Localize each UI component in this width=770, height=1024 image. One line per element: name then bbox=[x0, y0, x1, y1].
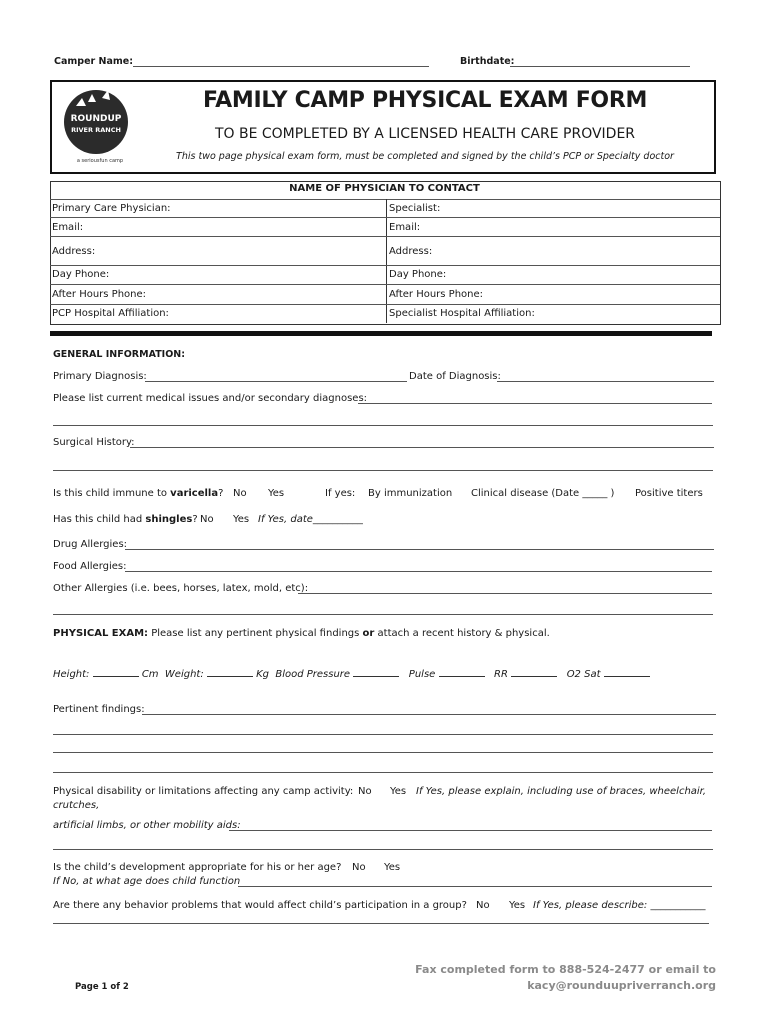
drug-allergies-label: Drug Allergies: bbox=[53, 539, 128, 550]
logo-line1: ROUNDUP bbox=[70, 114, 122, 124]
shingles-q-prefix: Has this child had bbox=[53, 514, 146, 525]
development-question: Is the child’s development appropriate for his or her age? bbox=[53, 862, 342, 873]
birthdate-label: Birthdate: bbox=[460, 56, 515, 67]
date-of-diagnosis-label: Date of Diagnosis: bbox=[409, 371, 501, 382]
pcp-address-cell[interactable]: Address: bbox=[52, 246, 96, 257]
medical-issues-field-2[interactable] bbox=[53, 425, 713, 426]
instruction-b: attach a recent history & physical. bbox=[374, 628, 550, 639]
food-allergies-label: Food Allergies: bbox=[53, 561, 127, 572]
shingles-word: shingles bbox=[145, 514, 193, 525]
pcp-after-hours-cell[interactable]: After Hours Phone: bbox=[52, 289, 147, 300]
if-no-function-label: If No, at what age does child function bbox=[53, 876, 241, 887]
section-divider bbox=[50, 331, 712, 336]
medical-issues-label: Please list current medical issues and/or secondary diagnoses: bbox=[53, 393, 368, 404]
birthdate-field[interactable] bbox=[510, 66, 690, 67]
disability-no-option[interactable]: No bbox=[358, 786, 372, 797]
behavior-describe-field-2[interactable] bbox=[53, 923, 709, 924]
physical-exam-heading: PHYSICAL EXAM: bbox=[53, 628, 149, 639]
other-allergies-field[interactable] bbox=[298, 593, 712, 594]
drug-allergies-field[interactable] bbox=[125, 549, 714, 550]
rr-label: RR bbox=[494, 669, 508, 680]
food-allergies-field[interactable] bbox=[125, 571, 712, 572]
logo-tagline: a seriousfun camp bbox=[76, 158, 124, 164]
by-immunization-option[interactable]: By immunization bbox=[368, 488, 453, 499]
disability-explain: If Yes, please explain, including use of braces, wheelchair, bbox=[416, 786, 707, 797]
page-number: Page 1 of 2 bbox=[75, 982, 129, 992]
height-label: Height: bbox=[53, 669, 90, 680]
surgical-history-field-2[interactable] bbox=[53, 470, 713, 471]
mobility-aids-field[interactable] bbox=[229, 830, 712, 831]
specialist-address-cell[interactable]: Address: bbox=[389, 246, 433, 257]
o2-sat-field[interactable] bbox=[604, 666, 650, 677]
camper-name-label: Camper Name: bbox=[54, 56, 134, 67]
varicella-if-yes-label: If yes: bbox=[325, 488, 356, 499]
specialist-email-cell[interactable]: Email: bbox=[389, 222, 421, 233]
pertinent-findings-field-4[interactable] bbox=[53, 772, 713, 773]
cm-label: Cm bbox=[141, 669, 159, 680]
weight-label: Weight: bbox=[164, 669, 204, 680]
general-info-heading: GENERAL INFORMATION: bbox=[53, 349, 186, 360]
surgical-history-label: Surgical History: bbox=[53, 437, 135, 448]
logo-line2: RIVER RANCH bbox=[71, 126, 121, 134]
clinical-disease-option[interactable]: Clinical disease (Date _____ ) bbox=[471, 488, 615, 499]
pcp-email-cell[interactable]: Email: bbox=[52, 222, 84, 233]
pcp-name-cell[interactable]: Primary Care Physician: bbox=[52, 203, 171, 214]
vitals-row bbox=[53, 666, 650, 680]
specialist-after-hours-cell[interactable]: After Hours Phone: bbox=[389, 289, 484, 300]
pcp-hospital-cell[interactable]: PCP Hospital Affiliation: bbox=[52, 308, 169, 319]
behavior-yes-option[interactable]: Yes bbox=[509, 900, 526, 911]
pertinent-findings-field[interactable] bbox=[142, 714, 716, 715]
mobility-aids-field-2[interactable] bbox=[53, 849, 713, 850]
shingles-q-suffix: ? bbox=[192, 514, 198, 525]
varicella-question bbox=[53, 488, 223, 499]
other-allergies-label: Other Allergies (i.e. bees, horses, latex, mold, etc): bbox=[53, 583, 309, 594]
form-subtitle: TO BE COMPLETED BY A LICENSED HEALTH CARE PROVIDER bbox=[214, 126, 636, 142]
instruction-a: Please list any pertinent physical findings bbox=[148, 628, 363, 639]
disability-question: Physical disability or limitations affecting any camp activity: bbox=[53, 786, 354, 797]
pertinent-findings-label: Pertinent findings: bbox=[53, 704, 145, 715]
weight-field[interactable] bbox=[207, 666, 253, 677]
behavior-question: Are there any behavior problems that would affect child’s participation in a group? bbox=[53, 900, 467, 911]
shingles-yes-option[interactable]: Yes bbox=[233, 514, 250, 525]
pertinent-findings-field-3[interactable] bbox=[53, 752, 713, 753]
other-allergies-field-2[interactable] bbox=[53, 614, 713, 615]
varicella-q-prefix: Is this child immune to bbox=[53, 488, 171, 499]
instruction-or: or bbox=[362, 628, 375, 639]
shingles-date-field[interactable]: If Yes, date__________ bbox=[258, 514, 363, 525]
primary-diagnosis-field[interactable] bbox=[145, 381, 407, 382]
disability-crutches: crutches, bbox=[53, 800, 100, 811]
behavior-no-option[interactable]: No bbox=[476, 900, 490, 911]
form-title: FAMILY CAMP PHYSICAL EXAM FORM bbox=[202, 88, 648, 113]
surgical-history-field[interactable] bbox=[130, 447, 714, 448]
varicella-yes-option[interactable]: Yes bbox=[268, 488, 285, 499]
pcp-day-phone-cell[interactable]: Day Phone: bbox=[52, 269, 110, 280]
fax-line-1: Fax completed form to 888-524-2477 or email to bbox=[415, 963, 716, 976]
blood-pressure-field[interactable] bbox=[353, 666, 399, 677]
blood-pressure-label: Blood Pressure bbox=[275, 669, 351, 680]
rr-field[interactable] bbox=[511, 666, 557, 677]
development-age-field[interactable] bbox=[238, 886, 712, 887]
physician-table-heading: NAME OF PHYSICIAN TO CONTACT bbox=[289, 183, 480, 194]
varicella-no-option[interactable]: No bbox=[233, 488, 247, 499]
shingles-no-option[interactable]: No bbox=[200, 514, 214, 525]
positive-titers-option[interactable]: Positive titers bbox=[635, 488, 703, 499]
fax-line-2: kacy@rounduupriverranch.org bbox=[527, 979, 716, 992]
height-field[interactable] bbox=[93, 666, 139, 677]
form-note: This two page physical exam form, must be completed and signed by the child’s PCP or Specialty doctor bbox=[176, 151, 674, 162]
primary-diagnosis-label: Primary Diagnosis: bbox=[53, 371, 147, 382]
behavior-describe-field[interactable]: If Yes, please describe: ___________ bbox=[533, 900, 706, 911]
disability-yes-option[interactable]: Yes bbox=[390, 786, 407, 797]
kg-label: Kg bbox=[256, 669, 269, 680]
physical-exam-instruction bbox=[53, 628, 550, 639]
specialist-day-phone-cell[interactable]: Day Phone: bbox=[389, 269, 447, 280]
shingles-question bbox=[53, 514, 198, 525]
camper-name-field[interactable] bbox=[133, 66, 429, 67]
date-of-diagnosis-field[interactable] bbox=[497, 381, 714, 382]
development-yes-option[interactable]: Yes bbox=[384, 862, 401, 873]
varicella-q-suffix: ? bbox=[218, 488, 224, 499]
pulse-field[interactable] bbox=[439, 666, 485, 677]
specialist-name-cell[interactable]: Specialist: bbox=[389, 203, 441, 214]
roundup-logo bbox=[60, 84, 140, 168]
varicella-word: varicella bbox=[170, 488, 219, 499]
medical-issues-field[interactable] bbox=[358, 403, 712, 404]
artificial-limbs-label: artificial limbs, or other mobility aids: bbox=[53, 820, 241, 831]
o2-sat-label: O2 Sat bbox=[566, 669, 601, 680]
pulse-label: Pulse bbox=[408, 669, 436, 680]
specialist-hospital-cell[interactable]: Specialist Hospital Affiliation: bbox=[389, 308, 535, 319]
pertinent-findings-field-2[interactable] bbox=[53, 734, 713, 735]
development-no-option[interactable]: No bbox=[352, 862, 366, 873]
